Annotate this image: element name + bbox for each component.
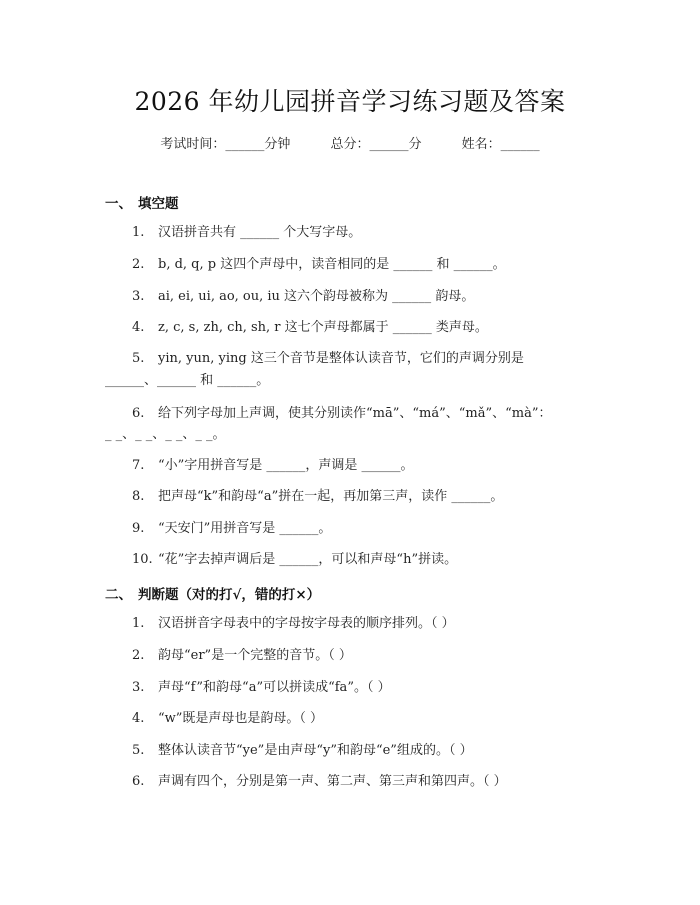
question-item: 2. 韵母“er”是一个完整的音节。（ ） xyxy=(132,648,352,663)
question-item: 3. 声母“f”和韵母“a”可以拼读成“fa”。（ ） xyxy=(132,680,391,695)
exam-score: 总分：______分 xyxy=(330,137,422,152)
question-item: 10. “花”字去掉声调后是 ______，可以和声母“h”拼读。 xyxy=(132,552,458,567)
question-item: 5. 整体认读音节“ye”是由声母“y”和韵母“e”组成的。（ ） xyxy=(132,743,473,758)
question-item: 2. b, d, q, p 这四个声母中，读音相同的是 ______ 和 ______。 xyxy=(132,257,506,272)
section-heading-fill-blank: 一、 填空题 xyxy=(105,196,179,212)
question-item: 1. 汉语拼音共有 ______ 个大写字母。 xyxy=(132,225,362,240)
section-heading-true-false: 二、 判断题（对的打√，错的打×） xyxy=(105,587,321,603)
question-item: 8. 把声母“k”和韵母“a”拼在一起，再加第三声，读作 ______。 xyxy=(132,489,504,504)
question-item: 6. 声调有四个，分别是第一声、第二声、第三声和第四声。（ ） xyxy=(132,774,507,789)
question-item: 5. yin, yun, ying 这三个音节是整体认读音节，它们的声调分别是 xyxy=(132,351,524,366)
exam-meta xyxy=(0,133,700,152)
question-item: 9. “天安门”用拼音写是 ______。 xyxy=(132,521,332,536)
question-item: 3. ai, ei, ui, ao, ou, iu 这六个韵母被称为 ______ 韵母。 xyxy=(132,289,475,304)
question-item: 6. 给下列字母加上声调，使其分别读作“mā”、“má”、“mǎ”、“mà”： xyxy=(132,406,552,421)
page-title: 2026 年幼儿园拼音学习练习题及答案 xyxy=(134,87,566,116)
exam-time: 考试时间：______分钟 xyxy=(160,137,291,152)
question-item-continuation: _ _、_ _、_ _、_ _。 xyxy=(105,427,226,442)
question-item: 4. “w”既是声母也是韵母。（ ） xyxy=(132,711,324,726)
question-item: 7. “小”字用拼音写是 ______，声调是 ______。 xyxy=(132,458,414,473)
question-item: 4. z, c, s, zh, ch, sh, r 这七个声母都属于 ______ 类声母。 xyxy=(132,320,488,335)
question-item: 1. 汉语拼音字母表中的字母按字母表的顺序排列。（ ） xyxy=(132,616,455,631)
question-item-continuation: ______、______ 和 ______。 xyxy=(105,373,270,388)
student-name: 姓名：______ xyxy=(461,137,540,152)
